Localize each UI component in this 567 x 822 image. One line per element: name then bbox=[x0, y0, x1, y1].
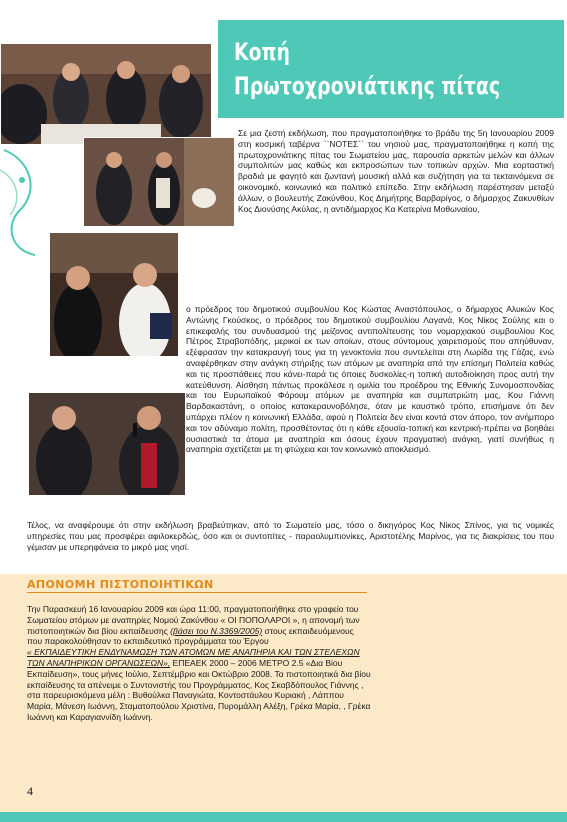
article-intro: Σε μια ζεστή εκδήλωση, που πραγματοποιήθηκε το βράδυ της 5η Ιανουαρίου 2009 στη κοσμική ταβέρνα ``ΝΟΤΕΣ`` του νησιού μας, πραγματοποιήθηκε η κοπή της πρωτοχρονιάτικης πίτας του Σωματείου μας, παρουσία αρκετών μελών και άλλων συμπολιτών μας καθώς και εκπροσώπων των τοπικών αρχών. Μια εορταστική βραδιά με φαγητό και ζωντανή μουσική αλλά και συζήτηση για τα τεκταινόμενα σε οικονομικό, κοινωνικό και πολιτικό επίπεδο. Στην εκδήλωση παρέστησαν μεταξύ άλλων, ο βουλευτής Ζακύνθου, Κος Δημήτρης Βαρβαρίγος, ο δήμαρχος Ζακυνθίων Κος Διονύσης Ακύλας, η αντιδήμαρχος Κα Κατερίνα Μοθωναίου, bbox=[238, 128, 554, 214]
section-title: ΑΠΟΝΟΜΗ ΠΙΣΤΟΠΟΙΗΤΙΚΩΝ bbox=[27, 578, 214, 591]
article-title-box bbox=[218, 20, 564, 118]
bottom-color-bar bbox=[0, 812, 567, 822]
certificates-text bbox=[27, 604, 371, 723]
photo-award-presentation bbox=[49, 232, 179, 357]
article-closing: Τέλος, να αναφέρουμε ότι στην εκδήλωση βραβεύτηκαν, από το Σωματείο μας, τόσο ο δικηγόρος Κος Νίκος Σπίνος, για τις νομικές υπηρεσίες που μας προσφέρει αφιλοκερδώς, όσο και οι συντοπίτες - παραολυμπιονίκες, Αριστοτέλης Μαρίνος, για τις διακρίσεις του που γέμισαν με υπερηφάνεια το μικρό μας νησί. bbox=[27, 520, 554, 552]
photo-speaker-microphone bbox=[28, 392, 186, 496]
article-title-line1: Κοπή bbox=[234, 38, 291, 66]
page-number: 4 bbox=[27, 784, 33, 798]
photo-banquet-guests bbox=[0, 43, 212, 145]
certificates-program-name: « ΕΚΠΑΙΔΕΥΤΙΚΗ ΕΝΔΥΝΑΜΩΣΗ ΤΩΝ ΑΤΟΜΩΝ ΜΕ ΑΝΑΠΗΡΙΑ ΚΑΙ ΤΩΝ ΣΤΕΛΕΧΩΝ ΤΩΝ ΑΝΑΠΗΡΙΚΩΝ ΟΡΓΑΝΩΣΕΩΝ», bbox=[27, 647, 360, 668]
photo-pie-cutting bbox=[83, 137, 235, 227]
decorative-swirl bbox=[0, 140, 50, 260]
certificates-text-part3: ΕΠΕΑΕΚ 2000 – 2006 ΜΕΤΡΟ 2.5 «Δια Βίου Εκπαίδευση», τους μήνες Ιούλιο, Σεπτέμβριο και Οκτώβριο 2008. Τα πιστοποιητικά δια βίου εκπαίδευσης τα απένειμε ο Συντονιστής του Προγράμματος, Κος Σκαβδόπουλος Γιάννης , στα παρευρισκόμενα μέλη : Βυθούλκα Παναγιώτα, Κοντοστάυλου Κυριακή , Λάππου Μαρία, Μάνεση Ιωάννη, Σταματοπούλου Χριστίνα, Πυρομάλλη Αλέξη, Γρέκα Μαρία, , Γρέκα Ιωάννη και Καραγιαννίδη Ιωάννη. bbox=[27, 657, 371, 722]
certificates-text-part2: στους εκπαιδευόμενους που παρακολούθησαν το εκπαιδευτικό προγράμματα του Έργου bbox=[27, 625, 354, 647]
article-title-line2: Πρωτοχρονιάτικης πίτας bbox=[234, 72, 501, 100]
section-divider bbox=[27, 592, 367, 593]
certificates-text-part1: Την Παρασκευή 16 Ιανουαρίου 2009 και ώρα 11:00, πραγματοποιήθηκε στο γραφείο του Σωματείου ατόμων με αναπηρίες Νομού Ζακύνθου « ΟΙ ΠΟΠΟΛΑΡΟΙ », η απονομή των πιστοποιητικών δια βίου εκπαίδευσης bbox=[27, 604, 360, 636]
certificates-law-ref: (βάσει του Ν.3369/2005) bbox=[170, 625, 263, 636]
article-body: ο πρόεδρος του δημοτικού συμβουλίου Κος Κώστας Αναστόπουλος, ο δήμαρχος Αλυκών Κος Αντώνης Γκούσκος, ο πρόεδρος του δημοτικού συμβουλίου Λαγανά, Κος Νίκος Σούλης και ο επικεφαλής του συνδυασμού της μείζονος αντιπολίτευσης του νομαρχιακού συμβουλίου Κος Πέτρος Στραβοπόδης, μερικοί εκ των οποίων, στους σύντομους χαιρετισμούς που απηύθυναν, εξέφρασαν την κατακραυγή τους για τη γενοκτονία που συντελείται στη Λωρίδα της Γάζας, ενώ αναφέρθηκαν στην ανάγκη στήριξης των ατόμων με αναπηρία από την επίσημη Πολιτεία καθώς και τις προσπάθειες που κάνει-παρά τις όποιες δυσκολίες-η τοπική αυτοδιοίκηση προς αυτή την κατεύθυνση. Αίσθηση πάντως προκάλεσε η ομιλία του προέδρου της Εθνικής Συνομοσπονδίας και του Ευρωπαϊκού Φόρουμ ατόμων με αναπηρία και συμπατριώτη μας, Κου Γιάννη Βαρδακαστάνη, ο οποίος κατακεραυνοβόλησε, όταν με καυστικό τρόπο, επισήμανε ότι δεν υπάρχει πλέον η κοινωνική Ελλάδα, αφού η Πολιτεία δεν είναι κοντά στον άπορο, τον ανήμπορο και τον αδύναμο πολίτη, προσθέτοντας ότι η κάθε εξουσία-τοπική και κεντρική-πρέπει να βοηθάει ουσιαστικά τα άτομα με αναπηρία και όσους έχουν πραγματική ανάγκη, γιατί συνήθως η αναπηρία σχετίζεται με τη φτώχεια και τον κοινωνικό αποκλεισμό. bbox=[186, 304, 554, 455]
